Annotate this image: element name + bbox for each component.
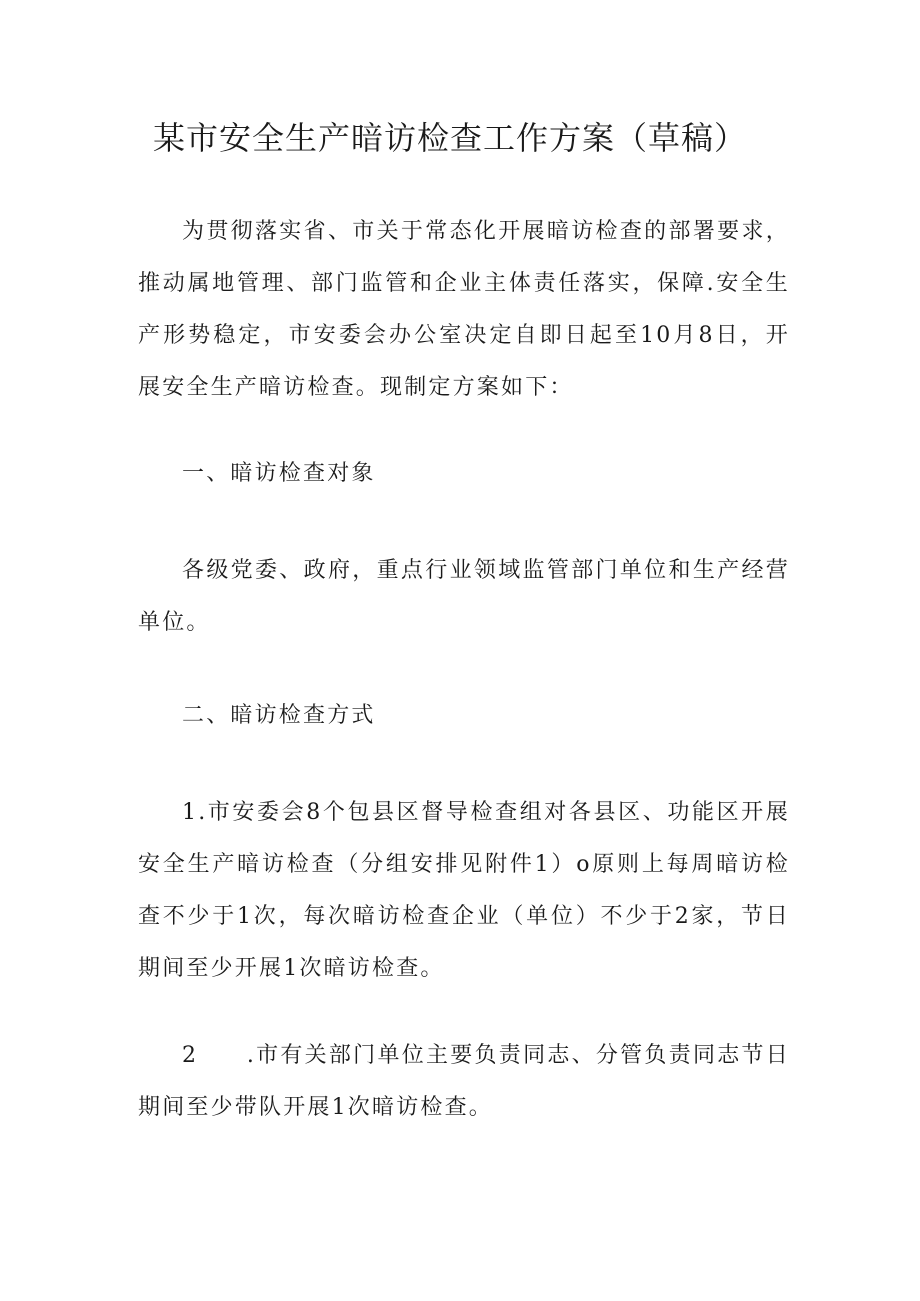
section-2-item-2: 2 .市有关部门单位主要负责同志、分管负责同志节日期间至少带队开展1次暗访检查。 — [138, 1043, 790, 1120]
section-2-item-1: 1.市安委会8个包县区督导检查组对各县区、功能区开展安全生产暗访检查（分组安排见附件1）o原则上每周暗访检查不少于1次，每次暗访检查企业（单位）不少于2家，节日期间至少开展1次暗访检查。 — [138, 800, 790, 981]
document-title: 某市安全生产暗访检查工作方案（草稿） — [152, 119, 747, 157]
section-1-body: 各级党委、政府，重点行业领域监管部门单位和生产经营单位。 — [138, 558, 790, 635]
section-2-heading: 二、暗访检查方式 — [182, 703, 376, 728]
section-1-heading: 一、暗访检查对象 — [182, 461, 376, 486]
intro-paragraph: 为贯彻落实省、市关于常态化开展暗访检查的部署要求，推动属地管理、部门监管和企业主体责任落实，保障.安全生产形势稳定，市安委会办公室决定自即日起至10月8日，开展安全生产暗访检查。现制定方案如下： — [138, 219, 790, 400]
